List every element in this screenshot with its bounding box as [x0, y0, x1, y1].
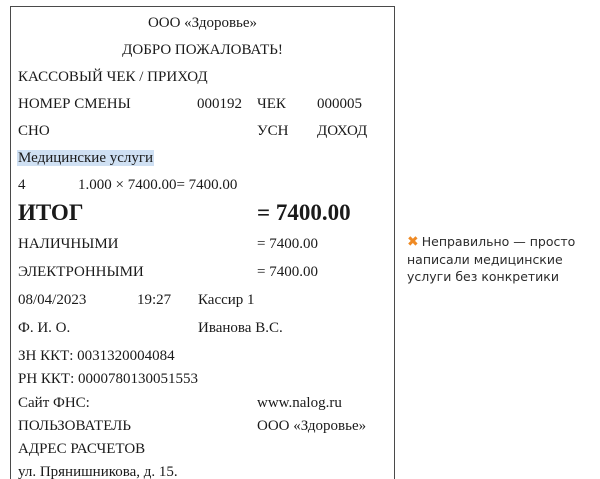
address-label: АДРЕС РАСЧЕТОВ	[18, 441, 146, 457]
electronic-label: ЭЛЕКТРОННЫМИ	[18, 264, 144, 280]
item-name: Медицинские услуги	[18, 150, 154, 166]
total-value: = 7400.00	[257, 200, 351, 225]
annotation-text: Неправильно — просто написали медицинские услуги без конкретики	[407, 234, 576, 284]
company-name: ООО «Здоровье»	[147, 15, 258, 31]
fns-site-value: www.nalog.ru	[257, 395, 342, 411]
total-label: ИТОГ	[18, 200, 84, 225]
cash-value: = 7400.00	[257, 236, 318, 252]
cashier: Кассир 1	[198, 292, 255, 308]
receipt-date: 08/04/2023	[18, 292, 87, 308]
receipt-time: 19:27	[137, 292, 172, 308]
receipt	[10, 6, 395, 479]
income-label: ДОХОД	[317, 123, 368, 139]
address-value: ул. Прянишникова, д. 15.	[18, 464, 178, 479]
shift-label: НОМЕР СМЕНЫ	[18, 96, 131, 112]
check-number: 000005	[317, 96, 362, 112]
cash-label: НАЛИЧНЫМИ	[18, 236, 119, 252]
welcome-text: ДОБРО ПОЖАЛОВАТЬ!	[122, 42, 283, 58]
fio-value: Иванова В.С.	[198, 320, 283, 336]
zn-kkt: ЗН ККТ: 0031320004084	[18, 348, 175, 364]
user-value: ООО «Здоровье»	[257, 418, 367, 434]
shift-number: 000192	[197, 96, 242, 112]
annotation-note	[407, 233, 597, 285]
tax-system-label: СНО	[18, 123, 50, 139]
fns-site-label: Сайт ФНС:	[18, 395, 90, 411]
check-label: ЧЕК	[257, 96, 286, 112]
item-calc: 1.000 × 7400.00= 7400.00	[78, 177, 238, 193]
user-label: ПОЛЬЗОВАТЕЛЬ	[18, 418, 131, 434]
receipt-type: КАССОВЫЙ ЧЕК / ПРИХОД	[18, 69, 208, 85]
electronic-value: = 7400.00	[257, 264, 318, 280]
item-index: 4	[18, 177, 26, 193]
rn-kkt: РН ККТ: 0000780130051553	[18, 371, 199, 387]
fio-label: Ф. И. О.	[18, 320, 71, 336]
cross-icon: ✖	[407, 234, 419, 250]
tax-system: УСН	[257, 123, 289, 139]
